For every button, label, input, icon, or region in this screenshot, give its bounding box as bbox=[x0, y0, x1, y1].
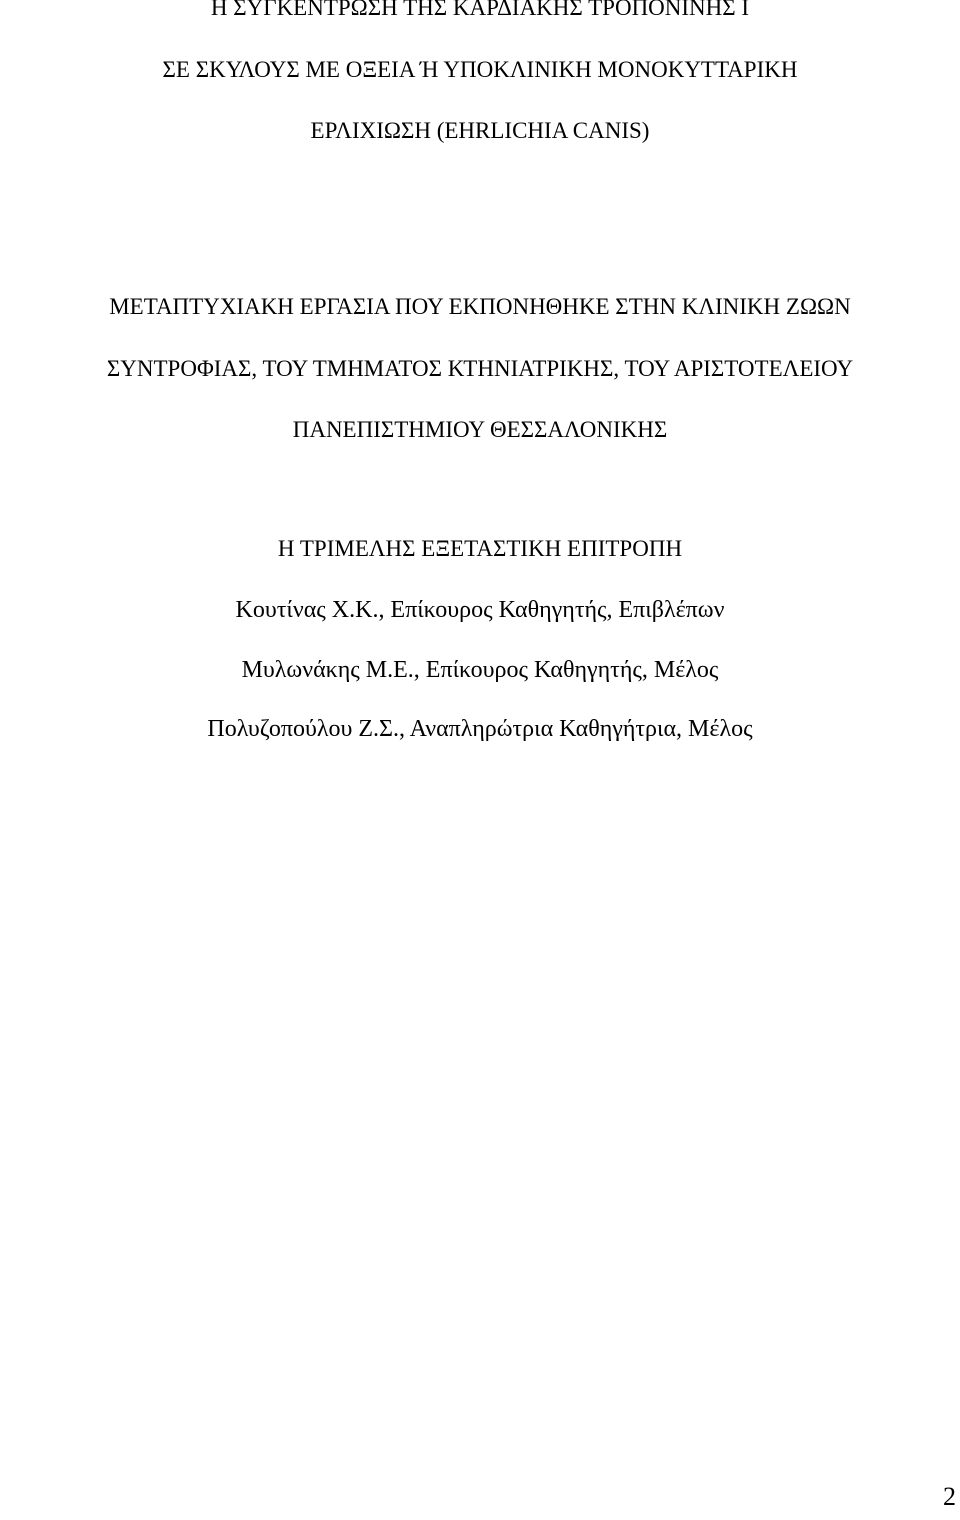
thesis-line-2: ΣΥΝΤΡΟΦΙΑΣ, ΤΟΥ ΤΜΗΜΑΤΟΣ ΚΤΗΝΙΑΤΡΙΚΗΣ, ΤΟΥ ΑΡΙΣΤΟΤΕΛΕΙΟΥ bbox=[106, 356, 854, 381]
committee-heading: Η ΤΡΙΜΕΛΗΣ ΕΞΕΤΑΣΤΙΚΗ ΕΠΙΤΡΟΠΗ bbox=[277, 536, 683, 561]
committee-member-2: Μυλωνάκης Μ.Ε., Επίκουρος Καθηγητής, Μέλος bbox=[241, 657, 719, 683]
title-line-2: ΣΕ ΣΚΥΛΟΥΣ ΜΕ ΟΞΕΙΑ Ή ΥΠΟΚΛΙΝΙΚΗ ΜΟΝΟΚΥΤΤΑΡΙΚΗ bbox=[162, 57, 798, 82]
title-line-3: ΕΡΛΙΧΙΩΣΗ (EHRLICHIA CANIS) bbox=[310, 118, 650, 143]
thesis-line-1: ΜΕΤΑΠΤΥΧΙΑΚΗ ΕΡΓΑΣΙΑ ΠΟΥ ΕΚΠΟΝΗΘΗΚΕ ΣΤΗΝ ΚΛΙΝΙΚΗ ΖΩΩΝ bbox=[109, 294, 851, 319]
committee-member-3: Πολυζοπούλου Ζ.Σ., Αναπληρώτρια Καθηγήτρια, Μέλος bbox=[207, 716, 753, 742]
page-number: 2 bbox=[943, 1482, 956, 1511]
committee-member-1: Κουτίνας Χ.Κ., Επίκουρος Καθηγητής, Επιβλέπων bbox=[235, 597, 725, 623]
title-line-1: Η ΣΥΓΚΕΝΤΡΩΣΗ ΤΗΣ ΚΑΡΔΙΑΚΗΣ ΤΡΟΠΟΝΙΝΗΣ Ι bbox=[210, 0, 750, 20]
thesis-line-3: ΠΑΝΕΠΙΣΤΗΜΙΟΥ ΘΕΣΣΑΛΟΝΙΚΗΣ bbox=[292, 417, 668, 442]
